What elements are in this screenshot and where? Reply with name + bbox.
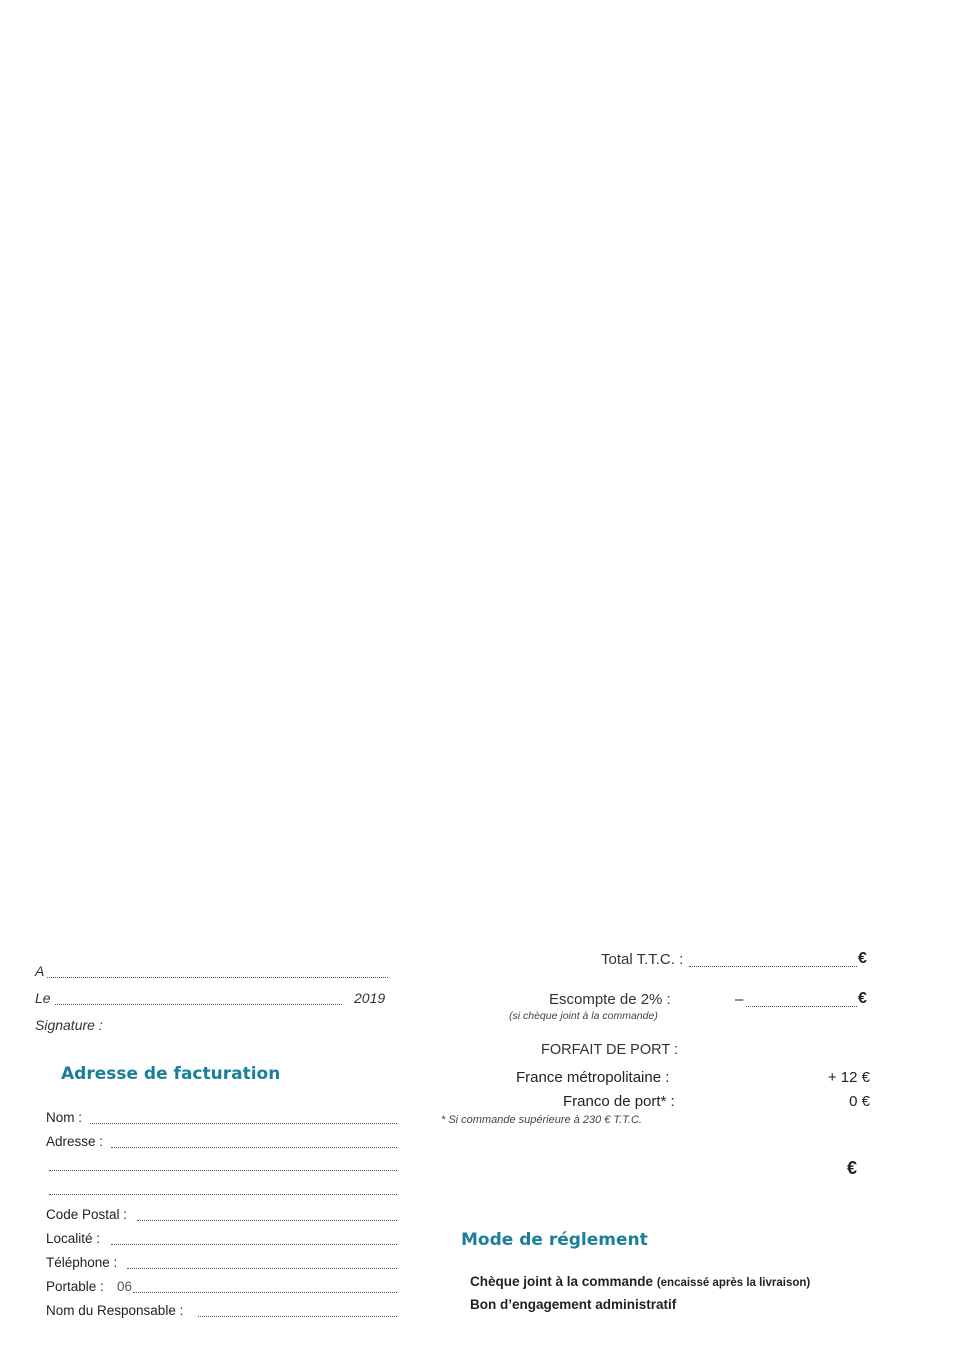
localite-label: Localité : (46, 1231, 101, 1246)
telephone-label: Téléphone : (46, 1255, 118, 1270)
responsable-label: Nom du Responsable : (46, 1303, 184, 1318)
payment-heading: Mode de réglement (461, 1230, 648, 1250)
escompte-sign: – (735, 991, 744, 1008)
escompte-label: Escompte de 2% : (549, 991, 671, 1008)
escompte-field[interactable] (746, 1006, 857, 1007)
portable-prefix: 06 (117, 1279, 133, 1294)
france-label: France métropolitaine : (516, 1069, 670, 1086)
code-postal-field[interactable] (137, 1220, 397, 1221)
adresse-field-2[interactable] (49, 1170, 397, 1171)
nom-label: Nom : (46, 1110, 83, 1125)
payment-option-bon[interactable]: Bon d’engagement administratif (470, 1297, 677, 1312)
adresse-label: Adresse : (46, 1134, 104, 1149)
code-postal-label: Code Postal : (46, 1207, 128, 1222)
telephone-field[interactable] (127, 1268, 397, 1269)
forfait-label: FORFAIT DE PORT : (541, 1042, 678, 1058)
cheque-label: Chèque joint à la commande (470, 1274, 654, 1289)
france-value: + 12 € (827, 1069, 870, 1086)
billing-heading: Adresse de facturation (61, 1064, 281, 1084)
place-field[interactable] (47, 977, 388, 978)
franco-note: * Si commande supérieure à 230 € T.T.C. (441, 1114, 642, 1126)
date-label: Le (35, 990, 51, 1006)
portable-field[interactable] (133, 1292, 397, 1293)
responsable-field[interactable] (198, 1316, 397, 1317)
portable-label: Portable : (46, 1279, 104, 1294)
franco-label: Franco de port* : (563, 1093, 675, 1110)
nom-field[interactable] (90, 1123, 397, 1124)
signature-label: Signature : (35, 1017, 103, 1033)
total-currency: € (858, 950, 867, 967)
escompte-currency: € (858, 990, 867, 1007)
year-label: 2019 (354, 990, 386, 1006)
final-currency: € (847, 1158, 858, 1178)
cheque-note: (encaissé après la livraison) (656, 1277, 811, 1289)
franco-value: 0 € (849, 1093, 870, 1110)
payment-option-cheque[interactable] (470, 1274, 810, 1289)
total-field[interactable] (689, 966, 857, 967)
localite-field[interactable] (111, 1244, 397, 1245)
adresse-field-3[interactable] (49, 1194, 397, 1195)
total-label: Total T.T.C. : (601, 951, 684, 968)
adresse-field-1[interactable] (111, 1147, 397, 1148)
date-field[interactable] (55, 1004, 342, 1005)
escompte-note: (si chèque joint à la commande) (509, 1010, 658, 1022)
place-label: A (35, 963, 45, 979)
